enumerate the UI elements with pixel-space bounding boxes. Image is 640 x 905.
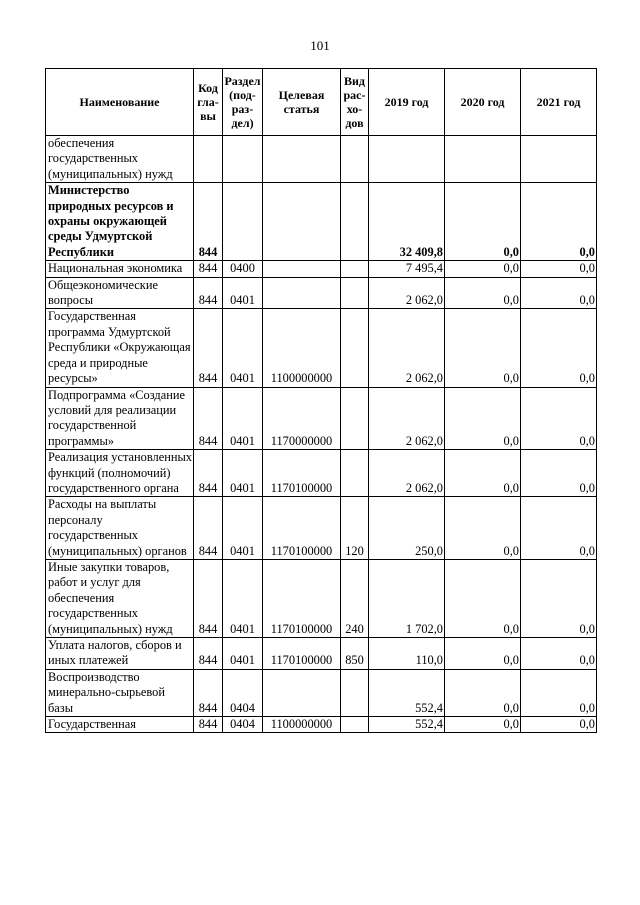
cell-2019: 2 062,0 xyxy=(369,309,445,387)
cell-target: 1170000000 xyxy=(263,387,341,450)
cell-type xyxy=(341,669,369,716)
table-row xyxy=(46,261,597,277)
cell-name: Расходы на выплаты персоналу государственных (муниципальных) органов xyxy=(46,497,194,560)
cell-2021: 0,0 xyxy=(521,309,597,387)
cell-2019: 552,4 xyxy=(369,669,445,716)
header-type: Вид рас- хо- дов xyxy=(341,69,369,136)
cell-name: Государственная xyxy=(46,717,194,733)
cell-section: 0401 xyxy=(223,450,263,497)
cell-code: 844 xyxy=(194,183,223,261)
cell-section xyxy=(223,136,263,183)
cell-code: 844 xyxy=(194,277,223,309)
cell-code: 844 xyxy=(194,669,223,716)
cell-2019 xyxy=(369,136,445,183)
cell-type xyxy=(341,183,369,261)
cell-2021: 0,0 xyxy=(521,638,597,670)
cell-target: 1100000000 xyxy=(263,717,341,733)
cell-name: Воспроизводство минерально-сырьевой базы xyxy=(46,669,194,716)
cell-2020: 0,0 xyxy=(445,277,521,309)
cell-type xyxy=(341,261,369,277)
table-header xyxy=(46,69,597,136)
cell-target: 1170100000 xyxy=(263,638,341,670)
cell-2020 xyxy=(445,136,521,183)
cell-2020: 0,0 xyxy=(445,450,521,497)
cell-2020: 0,0 xyxy=(445,717,521,733)
cell-section: 0401 xyxy=(223,309,263,387)
table-row xyxy=(46,450,597,497)
table-body xyxy=(46,136,597,733)
cell-2019: 1 702,0 xyxy=(369,559,445,637)
cell-section: 0401 xyxy=(223,497,263,560)
cell-section: 0401 xyxy=(223,559,263,637)
cell-name: Национальная экономика xyxy=(46,261,194,277)
cell-2021: 0,0 xyxy=(521,261,597,277)
cell-type: 850 xyxy=(341,638,369,670)
header-section: Раздел (под- раз- дел) xyxy=(223,69,263,136)
cell-section: 0401 xyxy=(223,638,263,670)
cell-name: Общеэкономические вопросы xyxy=(46,277,194,309)
cell-2020: 0,0 xyxy=(445,183,521,261)
header-name: Наименование xyxy=(46,69,194,136)
table-row xyxy=(46,559,597,637)
cell-target xyxy=(263,261,341,277)
cell-type xyxy=(341,309,369,387)
cell-2020: 0,0 xyxy=(445,261,521,277)
cell-target xyxy=(263,669,341,716)
table-row xyxy=(46,309,597,387)
table-row xyxy=(46,669,597,716)
cell-2021: 0,0 xyxy=(521,387,597,450)
cell-2019: 250,0 xyxy=(369,497,445,560)
cell-2020: 0,0 xyxy=(445,669,521,716)
cell-2020: 0,0 xyxy=(445,559,521,637)
cell-target: 1170100000 xyxy=(263,497,341,560)
cell-code: 844 xyxy=(194,559,223,637)
cell-2019: 2 062,0 xyxy=(369,450,445,497)
header-target: Целевая статья xyxy=(263,69,341,136)
cell-name: Подпрограмма «Создание условий для реализации государственной программы» xyxy=(46,387,194,450)
header-2019: 2019 год xyxy=(369,69,445,136)
header-code: Код гла- вы xyxy=(194,69,223,136)
cell-type: 120 xyxy=(341,497,369,560)
page-number: 101 xyxy=(310,38,330,53)
header-2020: 2020 год xyxy=(445,69,521,136)
table-row xyxy=(46,638,597,670)
cell-2021 xyxy=(521,136,597,183)
cell-section: 0400 xyxy=(223,261,263,277)
cell-2020: 0,0 xyxy=(445,638,521,670)
cell-target: 1170100000 xyxy=(263,559,341,637)
cell-2021: 0,0 xyxy=(521,183,597,261)
cell-type xyxy=(341,136,369,183)
cell-name: Государственная программа Удмуртской Республики «Окружающая среда и природные ресурсы» xyxy=(46,309,194,387)
table-row xyxy=(46,717,597,733)
cell-section: 0404 xyxy=(223,717,263,733)
cell-code: 844 xyxy=(194,638,223,670)
table-row xyxy=(46,183,597,261)
cell-target: 1170100000 xyxy=(263,450,341,497)
cell-code: 844 xyxy=(194,717,223,733)
cell-2021: 0,0 xyxy=(521,717,597,733)
table-row xyxy=(46,387,597,450)
cell-2021: 0,0 xyxy=(521,669,597,716)
cell-code: 844 xyxy=(194,387,223,450)
cell-section: 0401 xyxy=(223,277,263,309)
header-2021: 2021 год xyxy=(521,69,597,136)
cell-code: 844 xyxy=(194,497,223,560)
cell-2020: 0,0 xyxy=(445,309,521,387)
cell-section xyxy=(223,183,263,261)
cell-name: обеспечения государственных (муниципальных) нужд xyxy=(46,136,194,183)
cell-type xyxy=(341,450,369,497)
cell-2020: 0,0 xyxy=(445,387,521,450)
cell-2021: 0,0 xyxy=(521,497,597,560)
cell-type xyxy=(341,717,369,733)
cell-type xyxy=(341,277,369,309)
cell-code: 844 xyxy=(194,309,223,387)
cell-code: 844 xyxy=(194,450,223,497)
cell-name: Реализация установленных функций (полномочий) государственного органа xyxy=(46,450,194,497)
cell-name: Министерство природных ресурсов и охраны окружающей среды Удмуртской Республики xyxy=(46,183,194,261)
cell-section: 0401 xyxy=(223,387,263,450)
cell-target: 1100000000 xyxy=(263,309,341,387)
cell-2019: 2 062,0 xyxy=(369,277,445,309)
cell-target xyxy=(263,183,341,261)
cell-2021: 0,0 xyxy=(521,559,597,637)
cell-2019: 552,4 xyxy=(369,717,445,733)
cell-target xyxy=(263,136,341,183)
budget-table xyxy=(45,68,597,733)
table-row xyxy=(46,497,597,560)
table-row xyxy=(46,136,597,183)
table-row xyxy=(46,277,597,309)
cell-name: Иные закупки товаров, работ и услуг для обеспечения государственных (муниципальных) нужд xyxy=(46,559,194,637)
cell-2019: 32 409,8 xyxy=(369,183,445,261)
cell-2021: 0,0 xyxy=(521,450,597,497)
cell-2019: 110,0 xyxy=(369,638,445,670)
cell-2019: 2 062,0 xyxy=(369,387,445,450)
cell-type: 240 xyxy=(341,559,369,637)
cell-name: Уплата налогов, сборов и иных платежей xyxy=(46,638,194,670)
cell-section: 0404 xyxy=(223,669,263,716)
cell-target xyxy=(263,277,341,309)
cell-2019: 7 495,4 xyxy=(369,261,445,277)
cell-code xyxy=(194,136,223,183)
cell-2020: 0,0 xyxy=(445,497,521,560)
cell-2021: 0,0 xyxy=(521,277,597,309)
cell-code: 844 xyxy=(194,261,223,277)
cell-type xyxy=(341,387,369,450)
